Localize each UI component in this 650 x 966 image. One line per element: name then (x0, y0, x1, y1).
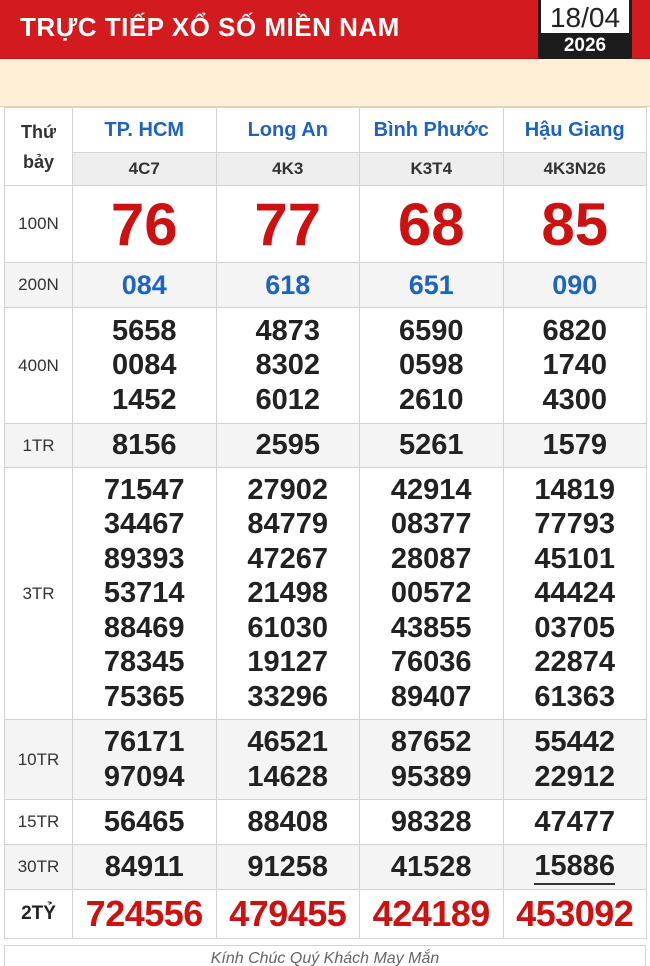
prize-number: 76 (73, 186, 217, 263)
prize-cell (503, 845, 647, 890)
jackpot-number: 424189 (360, 890, 504, 939)
prize-number: 6590 (398, 314, 464, 347)
prize-number: 71547 (103, 473, 185, 506)
prize-number: 21498 (247, 577, 329, 610)
prize-row-2ty (5, 890, 647, 939)
prize-number: 46521 (247, 726, 329, 758)
prize-cell (360, 720, 504, 800)
prize-number: 0084 (111, 349, 177, 382)
prize-number: 33296 (247, 680, 329, 713)
jackpot-number: 479455 (216, 890, 360, 939)
prize-number: 85 (503, 186, 647, 263)
prize-number: 53714 (103, 577, 185, 610)
prize-number: 77 (216, 186, 360, 263)
prize-number: 34467 (103, 508, 185, 541)
province-code: 4C7 (73, 153, 217, 186)
date-day: 18/04 (549, 2, 621, 33)
date-badge (538, 0, 632, 62)
prize-number: 41528 (360, 845, 504, 890)
prize-number: 5261 (360, 424, 504, 468)
prize-number: 88408 (216, 800, 360, 845)
prize-label: 400N (5, 308, 73, 424)
prize-number: 6820 (542, 314, 607, 347)
province-name[interactable]: Bình Phước (360, 108, 504, 153)
prize-cell (503, 308, 647, 424)
weekday-line1: Thứ (20, 121, 57, 142)
prize-cell (503, 720, 647, 800)
prize-number: 14628 (247, 760, 329, 793)
prize-number: 76036 (390, 646, 472, 679)
province-code: K3T4 (360, 153, 504, 186)
prize-cell (216, 720, 360, 800)
prize-cell (503, 468, 647, 720)
prize-number: 84779 (247, 508, 329, 541)
province-name[interactable]: Long An (216, 108, 360, 153)
prize-number: 91258 (216, 845, 360, 890)
prize-label: 15TR (5, 800, 73, 845)
prize-number: 87652 (390, 726, 472, 758)
prize-number: 651 (360, 263, 504, 308)
prize-row-1tr (5, 424, 647, 468)
prize-number: 4300 (542, 383, 607, 416)
prize-number: 4873 (255, 314, 320, 347)
prize-number: 08377 (390, 508, 472, 541)
prize-number: 1579 (503, 424, 647, 468)
prize-number: 5658 (111, 314, 177, 347)
prize-number: 78345 (103, 646, 185, 679)
prize-number: 75365 (103, 680, 185, 713)
page-header (0, 0, 650, 59)
province-code: 4K3N26 (503, 153, 647, 186)
prize-number: 43855 (390, 611, 472, 644)
prize-number: 47477 (503, 800, 647, 845)
prize-row-30tr (5, 845, 647, 890)
prize-number: 97094 (103, 760, 185, 793)
prize-number: 76171 (103, 726, 185, 758)
prize-label: 30TR (5, 845, 73, 890)
province-code-row (5, 153, 647, 186)
prize-row-200n (5, 263, 647, 308)
prize-number: 22912 (534, 760, 616, 793)
jackpot-number: 453092 (503, 890, 647, 939)
prize-number: 56465 (73, 800, 217, 845)
prize-number: 03705 (534, 611, 616, 644)
prize-number: 61030 (247, 611, 329, 644)
prize-number: 45101 (534, 542, 616, 575)
prize-cell (73, 468, 217, 720)
prize-row-400n (5, 308, 647, 424)
province-name[interactable]: Hậu Giang (503, 108, 647, 153)
prize-number: 1452 (111, 383, 177, 416)
prize-number: 2610 (398, 383, 464, 416)
prize-label: 2TỶ (5, 890, 73, 939)
prize-number: 00572 (390, 577, 472, 610)
page-title: TRỰC TIẾP XỔ SỐ MIỀN NAM (20, 12, 400, 42)
weekday-label (5, 108, 73, 186)
prize-number: 28087 (390, 542, 472, 575)
prize-number-highlighted: 15886 (534, 849, 615, 885)
prize-number: 47267 (247, 542, 329, 575)
prize-number: 618 (216, 263, 360, 308)
prize-cell (216, 468, 360, 720)
prize-number: 44424 (534, 577, 616, 610)
prize-number: 77793 (534, 508, 616, 541)
prize-number: 22874 (534, 646, 616, 679)
prize-number: 95389 (390, 760, 472, 793)
prize-number: 27902 (247, 473, 329, 506)
prize-number: 19127 (247, 646, 329, 679)
province-code: 4K3 (216, 153, 360, 186)
prize-number: 89407 (390, 680, 472, 713)
prize-label: 200N (5, 263, 73, 308)
prize-label: 100N (5, 186, 73, 263)
prize-row-100n (5, 186, 647, 263)
prize-number: 42914 (390, 473, 472, 506)
prize-number: 55442 (534, 726, 616, 758)
prize-cell (216, 308, 360, 424)
prize-label: 10TR (5, 720, 73, 800)
prize-label: 3TR (5, 468, 73, 720)
prize-row-10tr (5, 720, 647, 800)
prize-number: 8302 (255, 349, 320, 382)
results-table (4, 107, 647, 939)
jackpot-number: 724556 (73, 890, 217, 939)
prize-number: 8156 (73, 424, 217, 468)
prize-number: 0598 (398, 349, 464, 382)
prize-number: 89393 (103, 542, 185, 575)
province-header-row (5, 108, 647, 153)
prize-cell (73, 308, 217, 424)
prize-row-15tr (5, 800, 647, 845)
prize-cell (360, 308, 504, 424)
prize-number: 090 (503, 263, 647, 308)
date-year: 2026 (541, 33, 629, 59)
province-name[interactable]: TP. HCM (73, 108, 217, 153)
prize-number: 88469 (103, 611, 185, 644)
prize-number: 98328 (360, 800, 504, 845)
prize-cell (73, 720, 217, 800)
weekday-line2: bảy (22, 151, 55, 172)
prize-number: 68 (360, 186, 504, 263)
footer-message: Kính Chúc Quý Khách May Mắn (4, 945, 646, 966)
prize-number: 2595 (216, 424, 360, 468)
prize-number: 084 (73, 263, 217, 308)
prize-label: 1TR (5, 424, 73, 468)
prize-number: 14819 (534, 473, 616, 506)
prize-row-3tr (5, 468, 647, 720)
prize-number: 6012 (255, 383, 320, 416)
prize-cell (360, 468, 504, 720)
prize-number: 61363 (534, 680, 616, 713)
sub-banner (0, 59, 650, 107)
prize-number: 84911 (73, 845, 217, 890)
prize-number: 1740 (542, 349, 607, 382)
